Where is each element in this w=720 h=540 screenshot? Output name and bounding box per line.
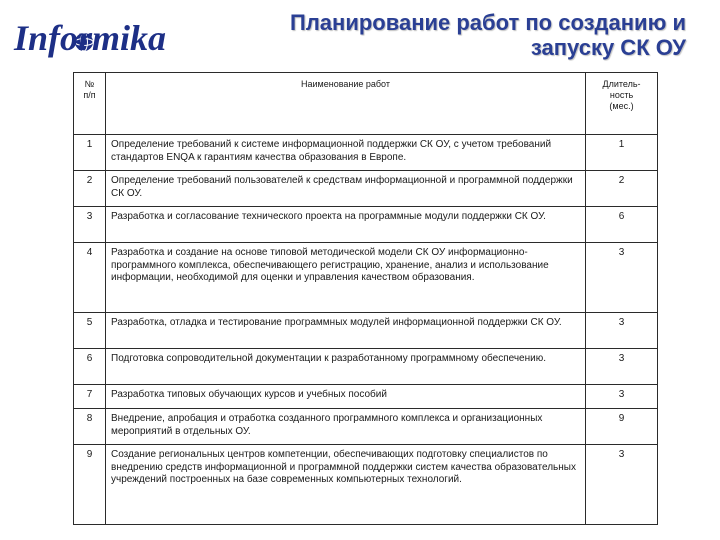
row-number: 8 bbox=[74, 409, 106, 445]
row-duration: 1 bbox=[586, 135, 658, 171]
header-work-name: Наименование работ bbox=[106, 73, 586, 135]
page-title-line-1: Планирование работ по созданию и bbox=[290, 10, 686, 35]
row-work-name: Разработка типовых обучающих курсов и учебных пособий bbox=[106, 385, 586, 409]
row-work-name: Определение требований пользователей к средствам информационной и программной поддержки СК ОУ. bbox=[106, 171, 586, 207]
table-row bbox=[74, 207, 658, 243]
table-row bbox=[74, 135, 658, 171]
logo-text: Informika bbox=[14, 18, 167, 58]
table-row bbox=[74, 385, 658, 409]
row-number: 6 bbox=[74, 349, 106, 385]
header-duration: Длитель- ность (мес.) bbox=[586, 73, 658, 135]
row-number: 7 bbox=[74, 385, 106, 409]
row-work-name: Разработка и согласование технического проекта на программные модули поддержки СК ОУ. bbox=[106, 207, 586, 243]
row-duration: 9 bbox=[586, 409, 658, 445]
table-row bbox=[74, 409, 658, 445]
row-work-name: Разработка, отладка и тестирование программных модулей информационной поддержки СК ОУ. bbox=[106, 313, 586, 349]
row-work-name: Определение требований к системе информационной поддержки СК ОУ, с учетом требований стандартов ENQA к гарантиям качества образования в Европе. bbox=[106, 135, 586, 171]
table-row bbox=[74, 243, 658, 313]
row-duration: 3 bbox=[586, 445, 658, 525]
table-header-row bbox=[74, 73, 658, 135]
table-row bbox=[74, 445, 658, 525]
header-number: № п/п bbox=[74, 73, 106, 135]
works-table bbox=[73, 72, 658, 525]
row-number: 3 bbox=[74, 207, 106, 243]
table-row bbox=[74, 171, 658, 207]
row-duration: 3 bbox=[586, 385, 658, 409]
table-row bbox=[74, 313, 658, 349]
row-number: 5 bbox=[74, 313, 106, 349]
row-work-name: Создание региональных центров компетенции, обеспечивающих подготовку специалистов по внедрению средств информационной и программной поддержки систем качества образовательных учреждений построенных на базе современных компьютерных технологий. bbox=[106, 445, 586, 525]
page-title bbox=[206, 10, 686, 60]
row-duration: 3 bbox=[586, 313, 658, 349]
row-work-name: Разработка и создание на основе типовой методической модели СК ОУ информационно-программного комплекса, обеспечивающего регистрацию, хранение, анализ и использование информации, необходимой для оценки и управления качеством образования. bbox=[106, 243, 586, 313]
row-number: 2 bbox=[74, 171, 106, 207]
row-number: 1 bbox=[74, 135, 106, 171]
row-duration: 3 bbox=[586, 243, 658, 313]
row-duration: 2 bbox=[586, 171, 658, 207]
informika-logo bbox=[10, 8, 180, 62]
row-duration: 6 bbox=[586, 207, 658, 243]
row-work-name: Подготовка сопроводительной документации к разработанному программному обеспечению. bbox=[106, 349, 586, 385]
row-work-name: Внедрение, апробация и отработка созданного программного комплекса и организационных мероприятий в отдельных ОУ. bbox=[106, 409, 586, 445]
row-number: 9 bbox=[74, 445, 106, 525]
row-duration: 3 bbox=[586, 349, 658, 385]
page-title-line-2: запуску СК ОУ bbox=[530, 35, 686, 60]
row-number: 4 bbox=[74, 243, 106, 313]
table-row bbox=[74, 349, 658, 385]
